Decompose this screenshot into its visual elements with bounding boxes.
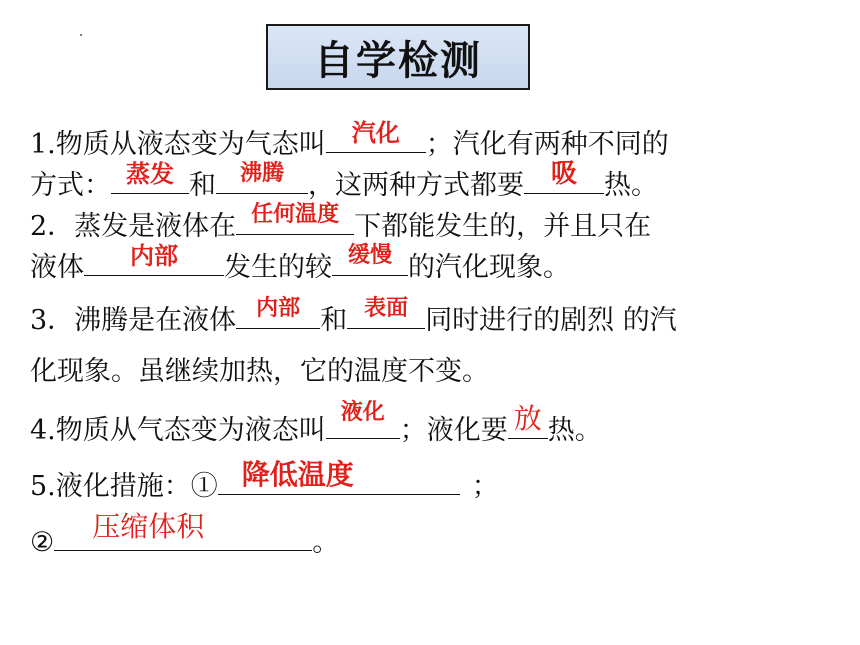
answer-text: 内部 bbox=[130, 242, 178, 270]
decorative-dot bbox=[80, 34, 82, 36]
question-4-line bbox=[30, 400, 602, 448]
answer-text: 任何温度 bbox=[251, 202, 340, 227]
question-text: 3．沸腾是在液体 bbox=[30, 305, 237, 336]
question-text: 热。 bbox=[547, 415, 602, 446]
answer-blank bbox=[111, 160, 189, 194]
question-text: ； bbox=[471, 471, 499, 502]
question-text: ；汽化有两种不同的 bbox=[425, 129, 669, 160]
answer-text: 降低温度 bbox=[241, 458, 354, 491]
question-text: 5.液化措施：① bbox=[30, 471, 218, 502]
question-text: 和 bbox=[189, 170, 216, 201]
page-title: 自学检测 bbox=[314, 37, 482, 84]
question-2-line-2 bbox=[30, 242, 570, 285]
answer-blank bbox=[216, 161, 308, 194]
question-text: ，这两种方式都要 bbox=[308, 170, 524, 201]
answer-blank bbox=[84, 242, 224, 276]
answer-text: 汽化 bbox=[351, 119, 400, 147]
answer-blank bbox=[326, 119, 426, 153]
answer-text: 放 bbox=[513, 402, 542, 435]
answer-blank bbox=[54, 510, 312, 551]
question-text: 的汽化现象。 bbox=[408, 252, 570, 283]
question-text: 化现象。虽继续加热，它的温度不变。 bbox=[30, 356, 489, 387]
question-text: ② bbox=[30, 527, 55, 558]
question-text: 和 bbox=[320, 305, 348, 336]
question-text: 。 bbox=[312, 527, 340, 558]
question-text: 2．蒸发是液体在 bbox=[30, 211, 237, 242]
answer-blank bbox=[524, 159, 604, 194]
answer-blank bbox=[236, 296, 320, 329]
question-text: 液体 bbox=[30, 252, 84, 283]
question-text: 1.物质从液态变为气态叫 bbox=[30, 129, 326, 160]
question-text: 4.物质从气态变为液态叫 bbox=[30, 415, 326, 446]
answer-blank bbox=[236, 202, 354, 235]
answer-text: 表面 bbox=[364, 296, 409, 321]
question-text: 同时进行的剧烈 的汽 bbox=[425, 305, 677, 336]
question-3-line-2 bbox=[30, 355, 489, 389]
question-text: 下都能发生的，并且只在 bbox=[354, 211, 652, 242]
answer-text: 蒸发 bbox=[126, 160, 174, 188]
question-text: ；液化要 bbox=[399, 415, 508, 446]
answer-text: 压缩体积 bbox=[92, 510, 205, 543]
answer-text: 液化 bbox=[340, 400, 385, 425]
question-3-line-1 bbox=[30, 296, 677, 338]
answer-blank bbox=[326, 400, 400, 439]
answer-text: 内部 bbox=[256, 296, 301, 321]
question-text: 发生的较 bbox=[224, 252, 332, 283]
question-text: 方式： bbox=[30, 170, 111, 201]
answer-text: 吸 bbox=[550, 159, 577, 189]
answer-text: 沸腾 bbox=[239, 161, 284, 186]
question-5-line-1 bbox=[30, 458, 499, 504]
answer-blank bbox=[347, 296, 425, 329]
question-5-line-2 bbox=[30, 510, 340, 560]
question-text: 热。 bbox=[604, 170, 658, 201]
answer-blank bbox=[218, 458, 460, 495]
answer-blank bbox=[332, 243, 408, 276]
answer-blank bbox=[508, 402, 548, 439]
answer-text: 缓慢 bbox=[347, 243, 392, 268]
title-banner bbox=[266, 24, 530, 90]
